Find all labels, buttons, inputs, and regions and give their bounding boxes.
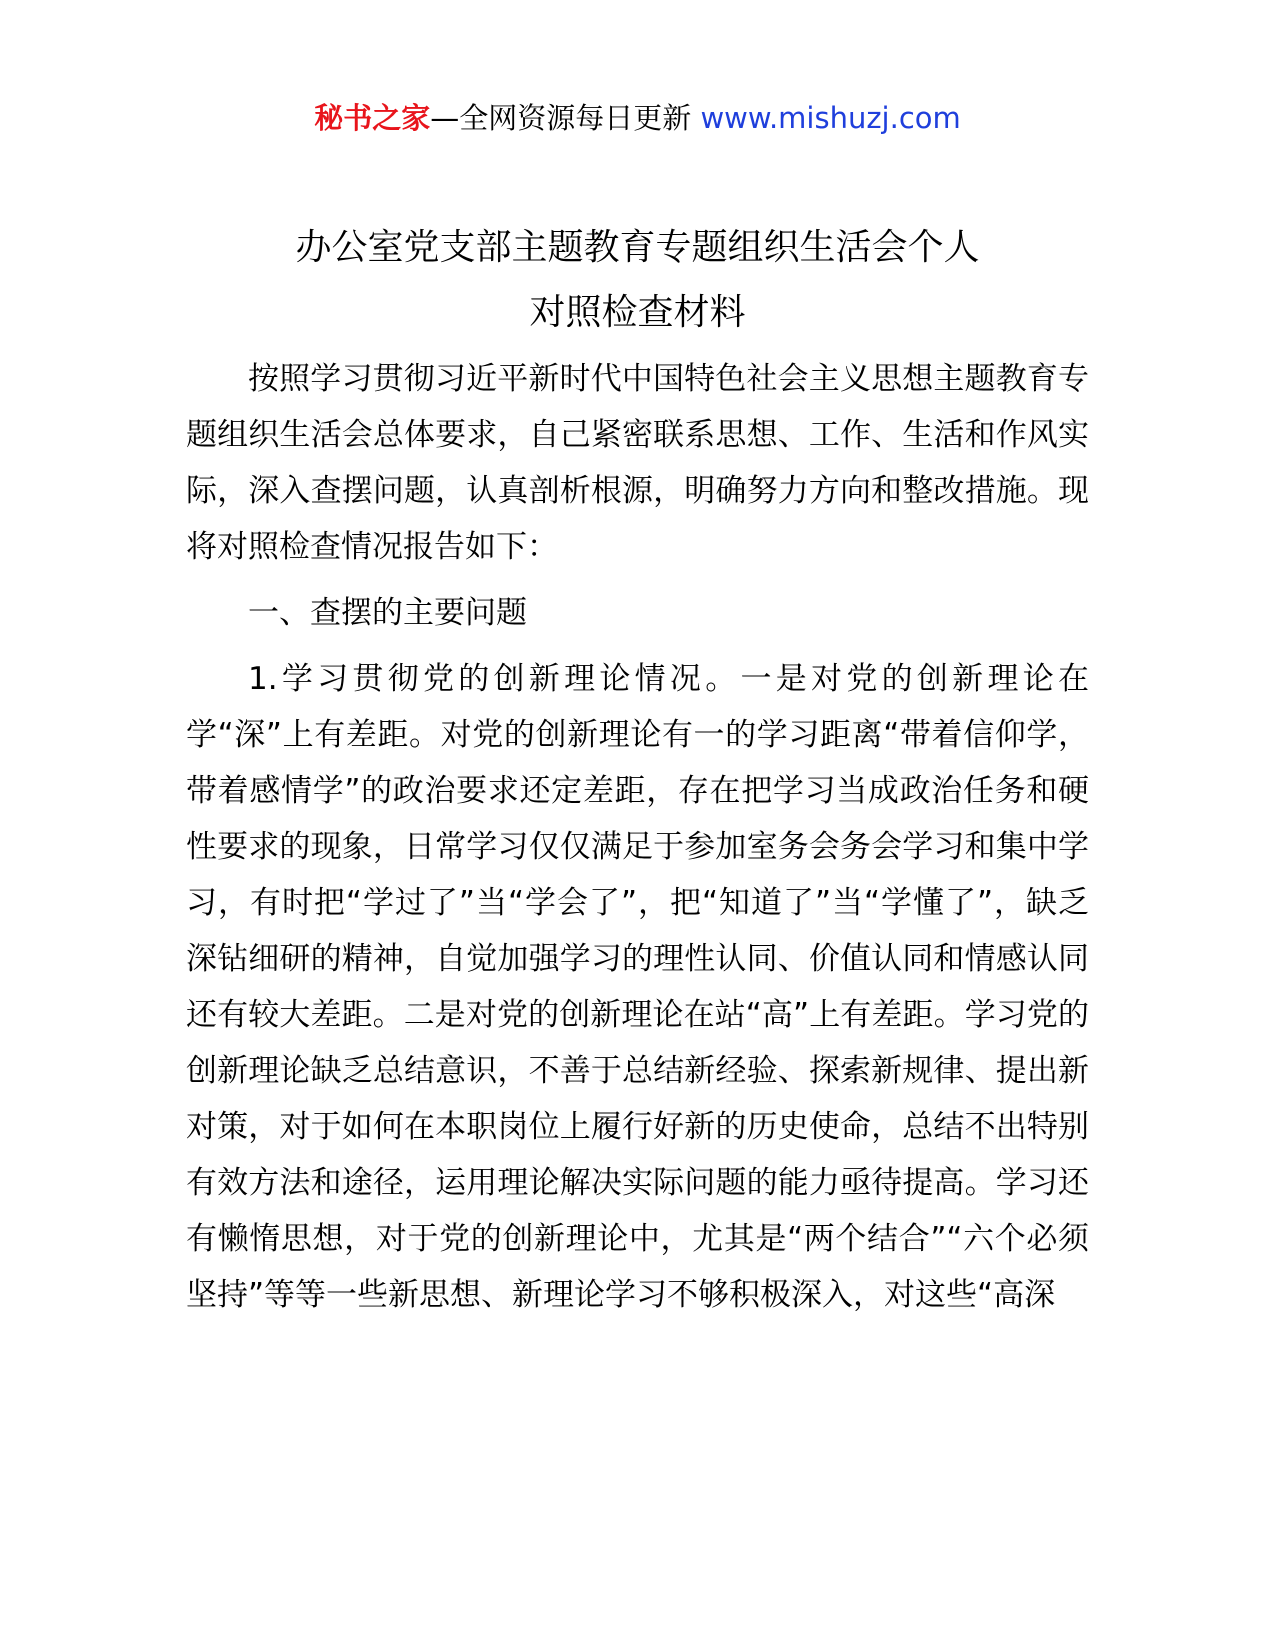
document-title	[140, 215, 1135, 345]
site-header	[0, 98, 1275, 138]
site-brand: 秘书之家	[314, 101, 431, 135]
intro-paragraph: 按照学习贯彻习近平新时代中国特色社会主义思想主题教育专题组织生活会总体要求，自己紧密联系思想、工作、生活和作风实际，深入查摆问题，认真剖析根源，明确努力方向和整改措施。现将对照检查情况报告如下：	[186, 361, 1089, 565]
body-paragraph: 1.学习贯彻党的创新理论情况。一是对党的创新理论在学“深”上有差距。对党的创新理论有一的学习距离“带着信仰学，带着感情学”的政治要求还定差距，存在把学习当成政治任务和硬性要求的现象，日常学习仅仅满足于参加室务会务会学习和集中学习，有时把“学过了”当“学会了”，把“知道了”当“学懂了”，缺乏深钻细研的精神，自觉加强学习的理性认同、价值认同和情感认同还有较大差距。二是对党的创新理论在站“高”上有差距。学习党的创新理论缺乏总结意识，不善于总结新经验、探索新规律、提出新对策，对于如何在本职岗位上履行好新的历史使命，总结不出特别有效方法和途径，运用理论解决实际问题的能力亟待提高。学习还有懒惰思想，对于党的创新理论中，尤其是“两个结合”“六个必须坚持”等等一些新思想、新理论学习不够积极深入，对这些“高深	[186, 661, 1089, 1313]
section-heading: 一、查摆的主要问题	[248, 595, 527, 631]
document-body	[186, 351, 1089, 1323]
site-tagline: —全网资源每日更新	[430, 101, 701, 135]
site-url-link[interactable]: www.mishuzj.com	[700, 101, 961, 135]
document-title-line-2: 对照检查材料	[529, 292, 746, 333]
document-title-line-1: 办公室党支部主题教育专题组织生活会个人	[295, 227, 980, 268]
